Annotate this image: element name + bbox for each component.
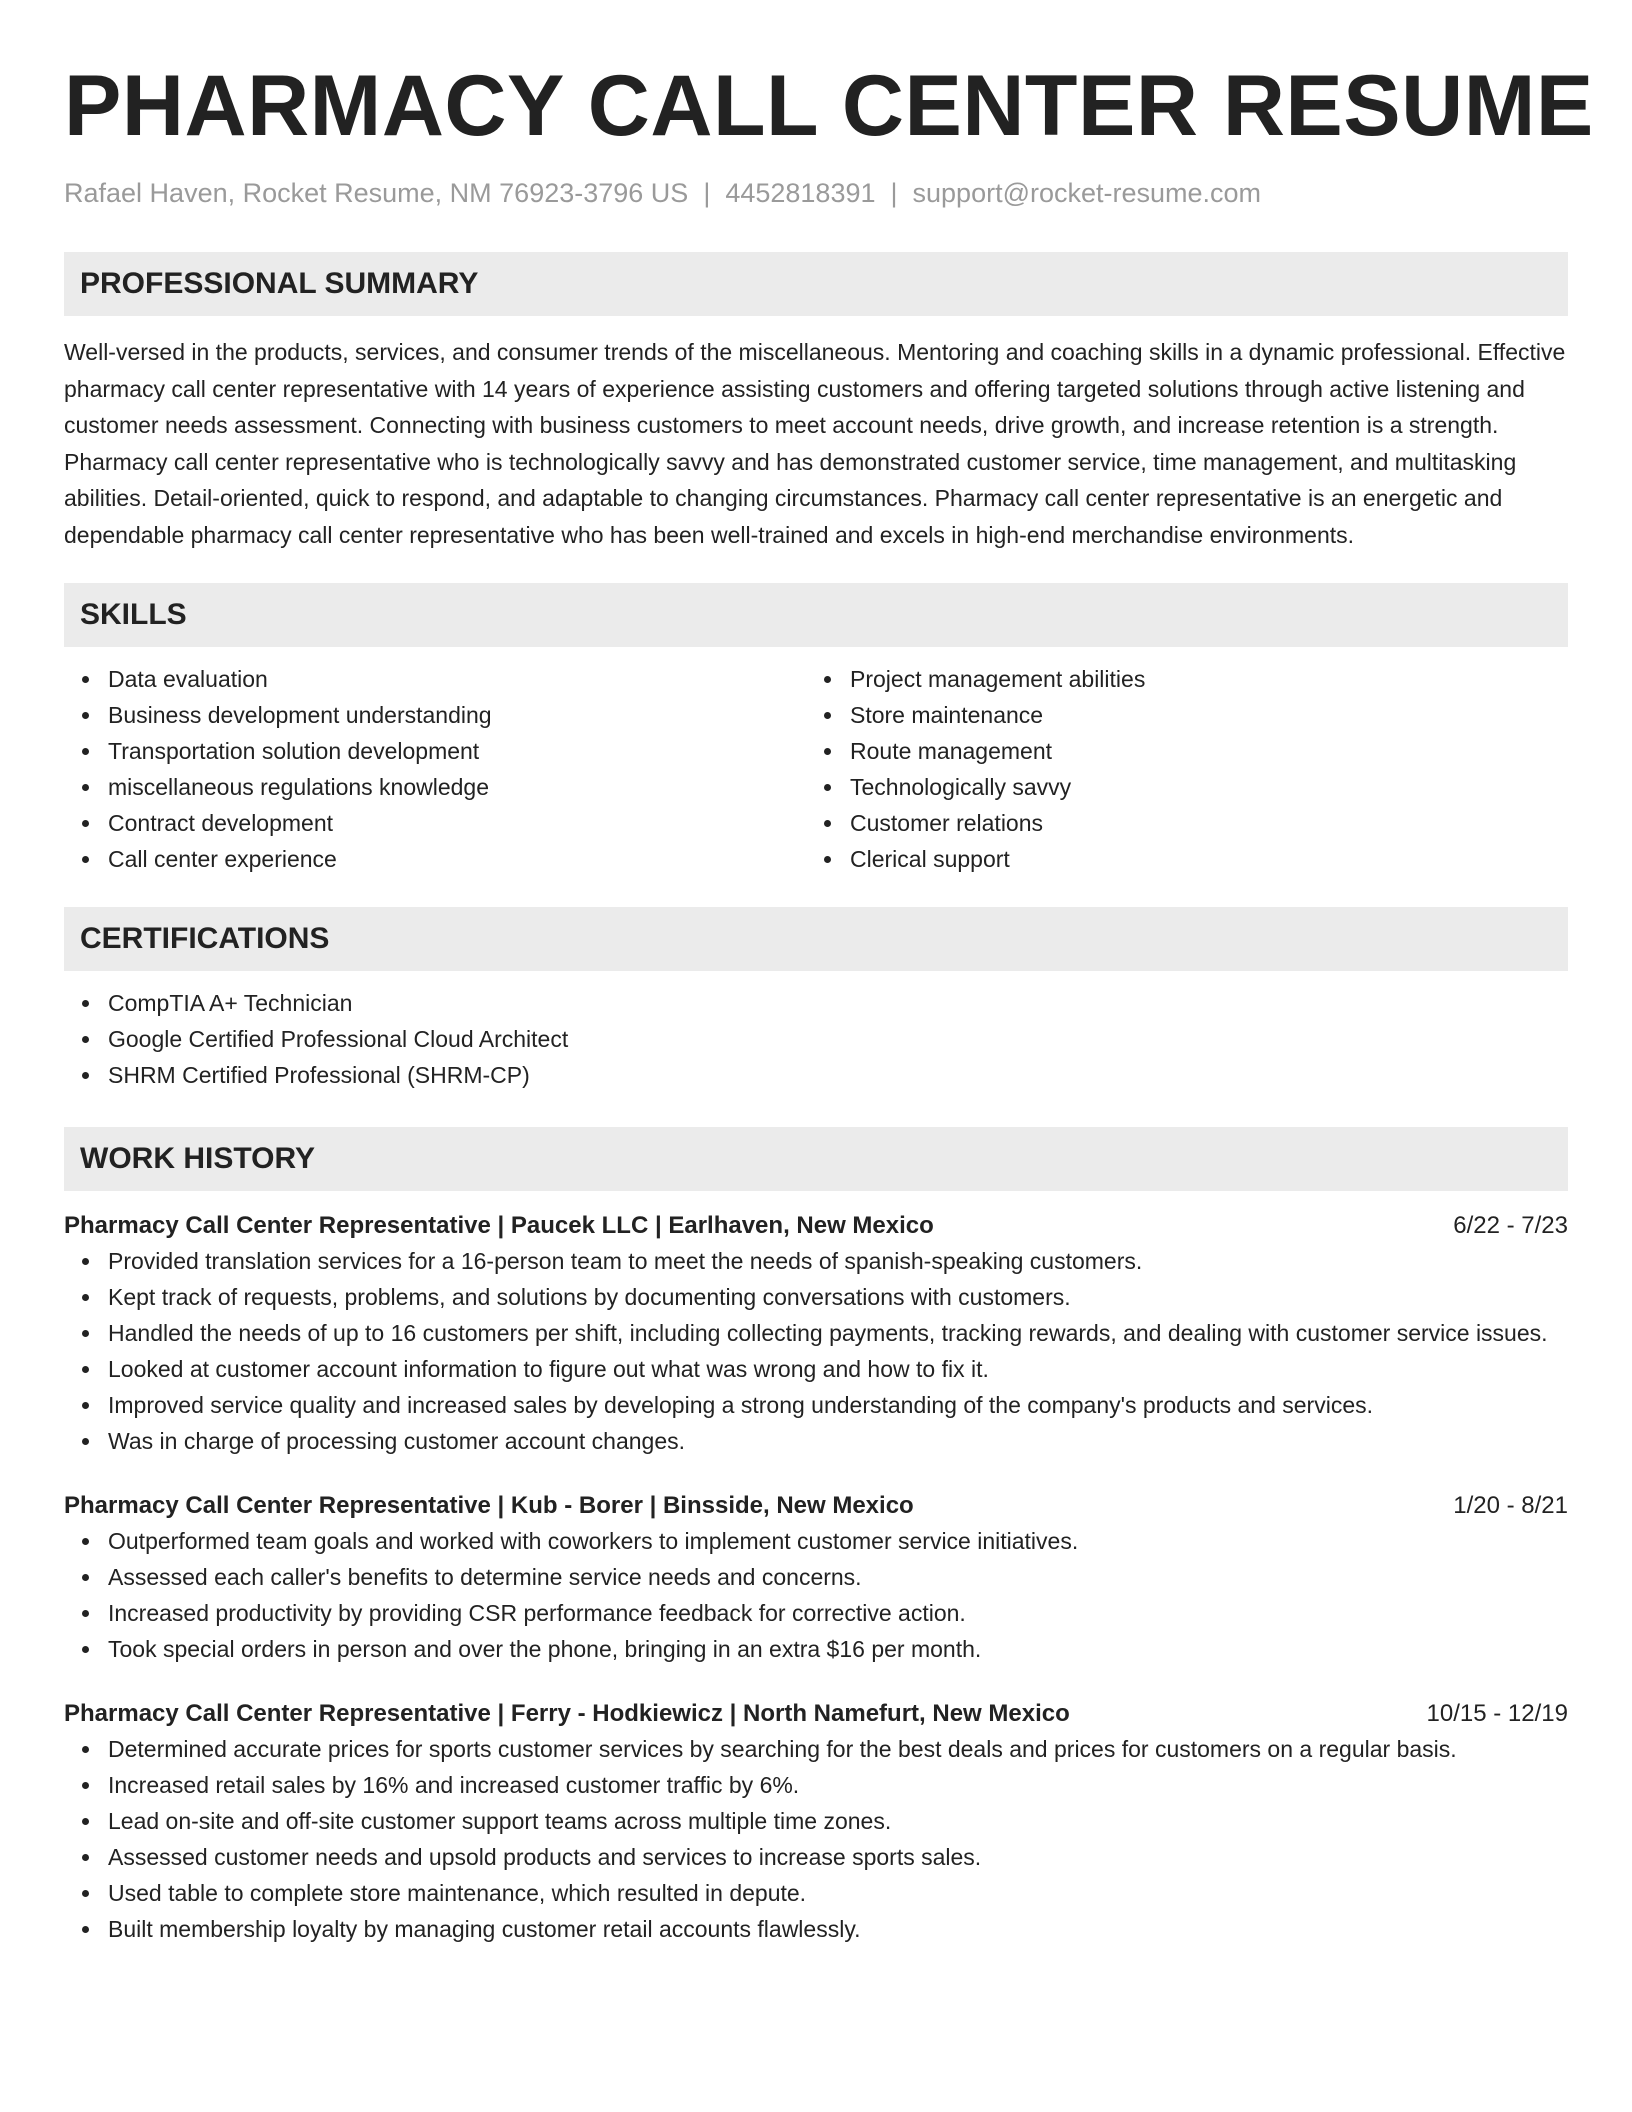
certification-item: CompTIA A+ Technician xyxy=(108,985,1568,1021)
skill-item: Store maintenance xyxy=(850,697,1548,733)
job-title: Pharmacy Call Center Representative | Ferry - Hodkiewicz | North Namefurt, New Mexico xyxy=(64,1700,1070,1727)
job-entry xyxy=(64,1697,1568,1947)
skill-item: Business development understanding xyxy=(108,697,806,733)
job-bullet-list xyxy=(64,1731,1568,1947)
skills-list-right xyxy=(806,661,1548,877)
certifications-list xyxy=(64,985,1568,1093)
job-bullet: Assessed customer needs and upsold products and services to increase sports sales. xyxy=(108,1839,1568,1875)
job-bullet: Built membership loyalty by managing customer retail accounts flawlessly. xyxy=(108,1911,1568,1947)
job-bullet: Determined accurate prices for sports customer services by searching for the best deals and prices for customers on a regular basis. xyxy=(108,1731,1568,1767)
certification-item: Google Certified Professional Cloud Architect xyxy=(108,1021,1568,1057)
job-bullet: Kept track of requests, problems, and solutions by documenting conversations with customers. xyxy=(108,1279,1568,1315)
job-bullet: Outperformed team goals and worked with coworkers to implement customer service initiatives. xyxy=(108,1523,1568,1559)
contact-address: Rafael Haven, Rocket Resume, NM 76923-3796 US xyxy=(64,178,689,208)
skill-item: Customer relations xyxy=(850,805,1548,841)
job-header xyxy=(64,1697,1568,1731)
skills-grid xyxy=(64,661,1568,877)
job-bullet: Increased productivity by providing CSR performance feedback for corrective action. xyxy=(108,1595,1568,1631)
skill-item: Contract development xyxy=(108,805,806,841)
certifications-heading: CERTIFICATIONS xyxy=(64,907,1568,971)
skill-item: Call center experience xyxy=(108,841,806,877)
resume-page xyxy=(64,0,1594,1947)
skill-item: Route management xyxy=(850,733,1548,769)
job-title: Pharmacy Call Center Representative | Paucek LLC | Earlhaven, New Mexico xyxy=(64,1212,934,1239)
job-bullet: Looked at customer account information to figure out what was wrong and how to fix it. xyxy=(108,1351,1568,1387)
skill-item: Data evaluation xyxy=(108,661,806,697)
skills-list-left xyxy=(64,661,806,877)
skill-item: Transportation solution development xyxy=(108,733,806,769)
job-dates: 1/20 - 8/21 xyxy=(1453,1492,1568,1519)
job-entry xyxy=(64,1209,1568,1459)
job-bullet: Provided translation services for a 16-person team to meet the needs of spanish-speaking customers. xyxy=(108,1243,1568,1279)
job-title: Pharmacy Call Center Representative | Kub - Borer | Binsside, New Mexico xyxy=(64,1492,914,1519)
job-bullet: Improved service quality and increased sales by developing a strong understanding of the company's products and services. xyxy=(108,1387,1568,1423)
skill-item: Technologically savvy xyxy=(850,769,1548,805)
resume-title: PHARMACY CALL CENTER RESUME xyxy=(64,58,1594,154)
certification-item: SHRM Certified Professional (SHRM-CP) xyxy=(108,1057,1568,1093)
job-dates: 10/15 - 12/19 xyxy=(1426,1700,1568,1727)
job-bullet: Increased retail sales by 16% and increased customer traffic by 6%. xyxy=(108,1767,1568,1803)
job-bullet: Assessed each caller's benefits to determine service needs and concerns. xyxy=(108,1559,1568,1595)
skills-column-right xyxy=(806,661,1548,877)
summary-text: Well-versed in the products, services, and consumer trends of the miscellaneous. Mentoring and coaching skills in a dynamic professional. Effective pharmacy call center representative with 14 years of experience assisting customers and offering targeted solutions through active listening and customer needs assessment. Connecting with business customers to meet account needs, drive growth, and increase retention is a strength. Pharmacy call center representative who is technologically savvy and has demonstrated customer service, time management, and multitasking abilities. Detail-oriented, quick to respond, and adaptable to changing circumstances. Pharmacy call center representative is an energetic and dependable pharmacy call center representative who has been well-trained and excels in high-end merchandise environments. xyxy=(64,339,1566,548)
job-dates: 6/22 - 7/23 xyxy=(1453,1212,1568,1239)
work-history-heading: WORK HISTORY xyxy=(64,1127,1568,1191)
job-entry xyxy=(64,1489,1568,1667)
contact-line xyxy=(64,176,1568,210)
job-bullet: Was in charge of processing customer account changes. xyxy=(108,1423,1568,1459)
job-header xyxy=(64,1209,1568,1243)
skill-item: miscellaneous regulations knowledge xyxy=(108,769,806,805)
job-bullet-list xyxy=(64,1523,1568,1667)
contact-separator: | xyxy=(890,178,898,208)
skill-item: Clerical support xyxy=(850,841,1548,877)
job-bullet: Took special orders in person and over the phone, bringing in an extra $16 per month. xyxy=(108,1631,1568,1667)
job-bullet: Handled the needs of up to 16 customers per shift, including collecting payments, tracking rewards, and dealing with customer service issues. xyxy=(108,1315,1568,1351)
skills-heading: SKILLS xyxy=(64,583,1568,647)
job-header xyxy=(64,1489,1568,1523)
job-bullet: Lead on-site and off-site customer support teams across multiple time zones. xyxy=(108,1803,1568,1839)
skills-column-left xyxy=(64,661,806,877)
summary-heading: PROFESSIONAL SUMMARY xyxy=(64,252,1568,316)
contact-email[interactable]: support@rocket-resume.com xyxy=(912,178,1262,208)
job-bullet: Used table to complete store maintenance, which resulted in depute. xyxy=(108,1875,1568,1911)
job-bullet-list xyxy=(64,1243,1568,1459)
contact-separator: | xyxy=(703,178,711,208)
contact-phone: 4452818391 xyxy=(725,178,876,208)
skill-item: Project management abilities xyxy=(850,661,1548,697)
